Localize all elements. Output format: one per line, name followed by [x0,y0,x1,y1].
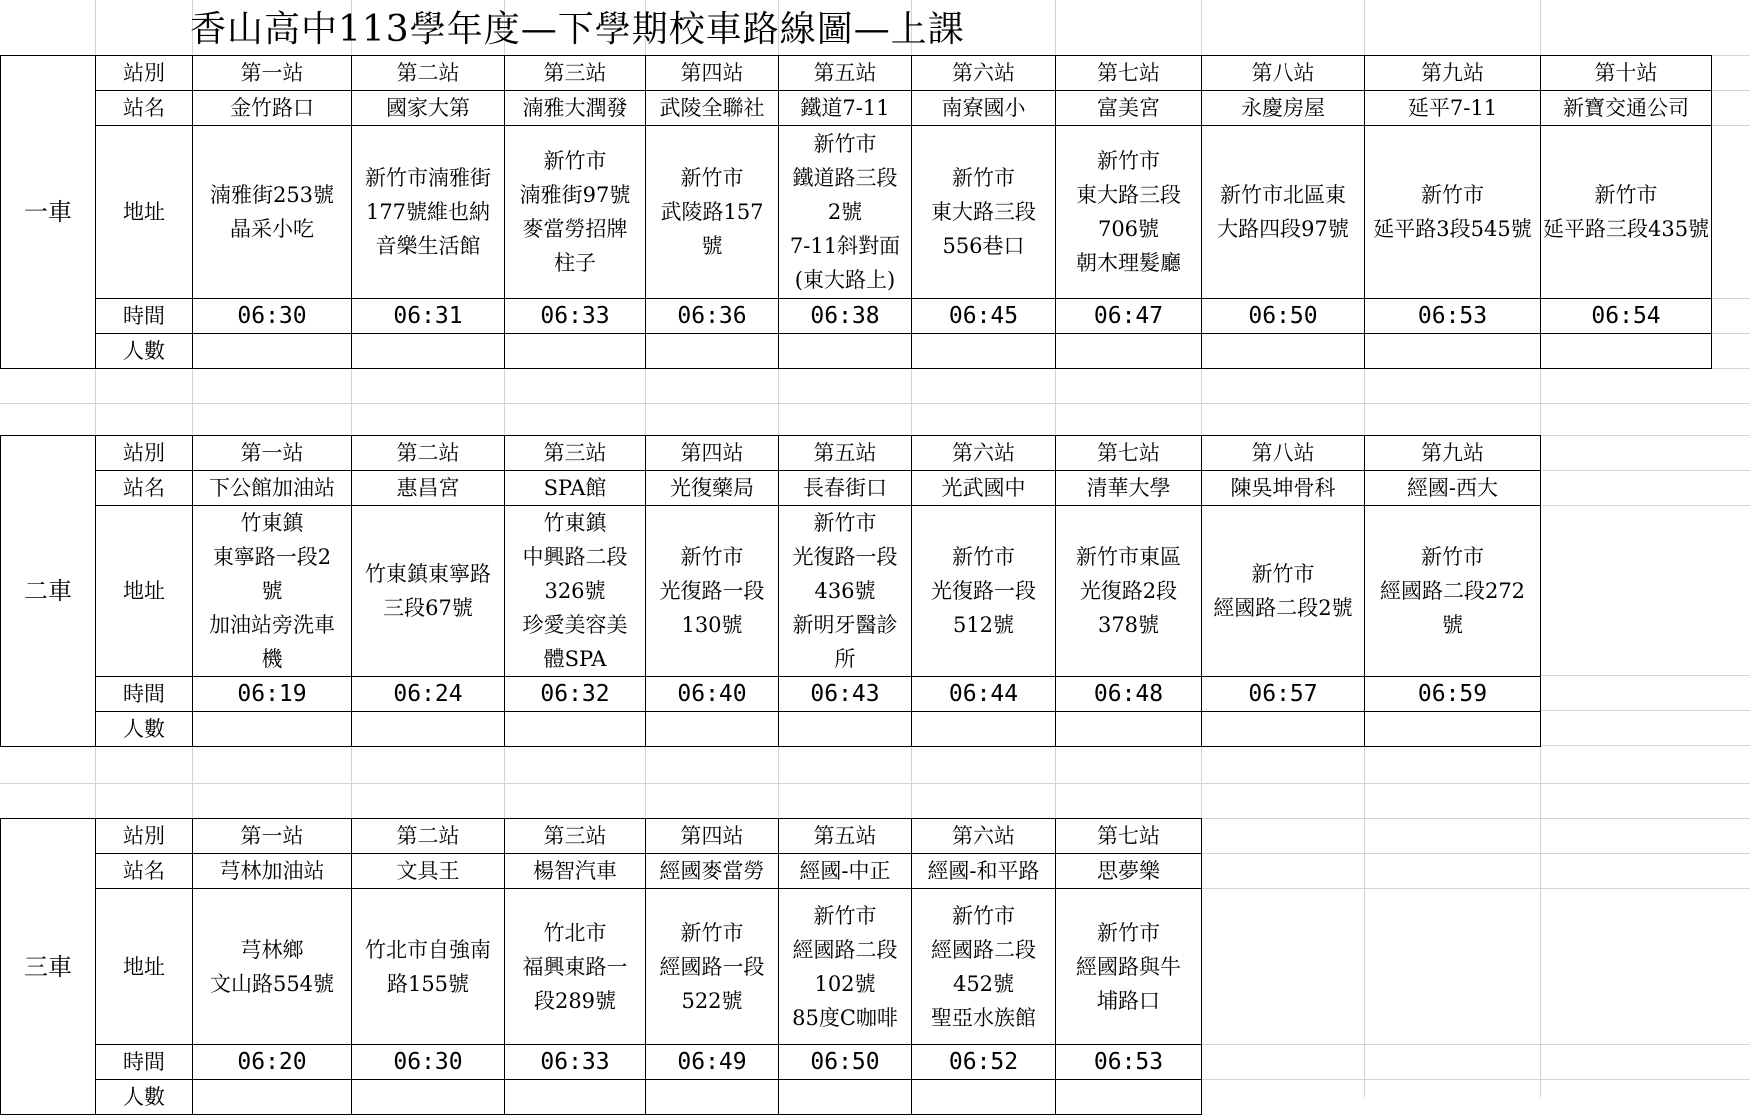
row-label-address: 地址 [96,506,193,677]
passenger-count-cell[interactable] [1365,712,1541,747]
stop-address-line: 機 [261,647,283,671]
stop-address-line: 朝木理髮廳 [1076,251,1181,275]
page-title: 香山高中113學年度—下學期校車路線圖—上課 [190,9,965,50]
passenger-count-cell[interactable] [1056,712,1202,747]
stop-time: 06:47 [1056,299,1202,334]
stop-name: 惠昌宮 [352,471,505,506]
passenger-count-cell[interactable] [505,712,646,747]
stop-address-line: 7-11斜對面 [789,234,901,258]
stop-address-line: 522號 [681,988,743,1013]
stop-address-line: 文山路554號 [209,971,335,996]
stop-name: 經國麥當勞 [646,854,779,889]
stop-address-line: 新竹市 [543,149,607,173]
stop-address-line: 柱子 [554,251,596,275]
stop-name: 長春街口 [779,471,912,506]
stop-time: 06:38 [779,299,912,334]
stop-address-line: 路155號 [386,971,470,996]
row-address [1,126,1712,299]
stop-time: 06:45 [912,299,1056,334]
stop-name: 新寶交通公司 [1541,91,1712,126]
row-label-time: 時間 [96,677,193,712]
passenger-count-cell[interactable] [1365,334,1541,369]
stop-name: 金竹路口 [193,91,352,126]
passenger-count-cell[interactable] [352,1080,505,1115]
stop-address [352,506,505,677]
stop-address-line: 102號 [814,971,876,996]
stop-name: 經國-西大 [1365,471,1541,506]
stop-address [779,506,912,677]
row-label-time: 時間 [96,299,193,334]
stop-time: 06:40 [646,677,779,712]
stop-address [779,889,912,1045]
stop-time: 06:24 [352,677,505,712]
stop-address-line: 新竹市北區東 [1220,183,1346,207]
stop-address-line: 聖亞水族館 [931,1005,1036,1030]
stop-address-line: 新竹市 [952,903,1015,928]
stop-address-line: 706號 [1097,217,1160,241]
stop-address-line: 經國路二段2號 [1213,596,1353,620]
stop-address-line: 光復路2段 [1079,579,1178,603]
stop-address-line: 2號 [827,200,863,224]
stop-name: 富美宮 [1056,91,1202,126]
stop-address-line: 埔路口 [1097,988,1160,1013]
stop-time: 06:20 [193,1045,352,1080]
stop-address-line: 新竹市 [813,903,877,928]
stop-address-line: 經國路一段 [659,954,765,979]
stop-label: 第四站 [646,436,779,471]
stop-name: 國家大第 [352,91,505,126]
stop-address [646,126,779,299]
stop-name: 下公館加油站 [193,471,352,506]
stop-address-line: 新竹市 [952,545,1015,569]
stop-address [505,126,646,299]
route-table-car-2 [0,435,1541,747]
passenger-count-cell[interactable] [352,712,505,747]
row-name [1,854,1202,889]
stop-address-line: 芎林鄉 [240,937,304,962]
stop-address-line: 新竹市 [813,132,877,156]
stop-address-line: 378號 [1097,613,1160,637]
stop-address-line: 新竹市 [680,166,744,190]
stop-address-line: (東大路上) [794,268,896,292]
stop-label: 第七站 [1056,819,1202,854]
stop-address [1365,506,1541,677]
stop-label: 第九站 [1365,436,1541,471]
stop-address-line: 326號 [544,579,606,603]
stop-address-line: 新竹市 [680,545,744,569]
stop-address-line: 大路四段97號 [1217,217,1349,241]
stop-time: 06:57 [1202,677,1365,712]
stop-time: 06:48 [1056,677,1202,712]
stop-address-line: 新竹市 [1251,562,1315,586]
stop-label: 第四站 [646,819,779,854]
stop-address-line: 珍愛美容美 [522,613,628,637]
stop-name: 南寮國小 [912,91,1056,126]
stop-address-line: 經國路與牛 [1076,954,1181,979]
passenger-count-cell[interactable] [912,712,1056,747]
stop-address-line: 竹東鎮東寧路 [365,562,491,586]
passenger-count-cell[interactable] [352,334,505,369]
row-label-count: 人數 [96,334,193,369]
stop-address-line: 新竹市 [813,511,877,535]
stop-address-line: 新竹市 [1421,545,1484,569]
stop-address-line: 竹北市 [543,920,607,945]
row-address [1,506,1541,677]
stop-address [193,889,352,1045]
stop-name: 永慶房屋 [1202,91,1365,126]
passenger-count-cell[interactable] [1056,1080,1202,1115]
passenger-count-cell[interactable] [646,712,779,747]
stop-address-line: 177號維也納 [365,200,491,224]
stop-address [193,126,352,299]
stop-time: 06:33 [505,299,646,334]
stop-address [1056,126,1202,299]
stop-name: 芎林加油站 [193,854,352,889]
stop-address-line: 436號 [814,579,876,603]
stop-name: 湳雅大潤發 [505,91,646,126]
stop-time: 06:53 [1056,1045,1202,1080]
stop-address-line: 東大路三段 [931,200,1036,224]
passenger-count-cell[interactable] [779,712,912,747]
stop-label: 第十站 [1541,56,1712,91]
passenger-count-cell[interactable] [1202,712,1365,747]
stop-address-line: 新竹市 [1097,920,1160,945]
stop-address [193,506,352,677]
stop-address-line: 新竹市湳雅街 [365,166,491,190]
stop-label: 第六站 [912,56,1056,91]
stop-time: 06:30 [352,1045,505,1080]
stop-address [352,126,505,299]
stop-address-line: 東大路三段 [1076,183,1181,207]
passenger-count-cell[interactable] [193,712,352,747]
stop-label: 第九站 [1365,56,1541,91]
passenger-count-cell[interactable] [646,334,779,369]
car-label: 二車 [1,436,96,747]
row-label-count: 人數 [96,1080,193,1115]
stop-label: 第一站 [193,819,352,854]
passenger-count-cell[interactable] [779,1080,912,1115]
stop-address-line: 福興東路一 [522,954,628,979]
stop-address-line: 號 [1442,613,1463,637]
stop-name: 鐵道7-11 [779,91,912,126]
row-label-stop: 站別 [96,819,193,854]
stop-address [912,506,1056,677]
passenger-count-cell[interactable] [912,1080,1056,1115]
stop-label: 第二站 [352,56,505,91]
stop-time: 06:19 [193,677,352,712]
stop-address-line: 新竹市 [1097,149,1160,173]
stop-label: 第七站 [1056,56,1202,91]
stop-address [912,889,1056,1045]
stop-name: 經國-和平路 [912,854,1056,889]
stop-address [646,506,779,677]
route-table-car-1 [0,55,1712,369]
stop-label: 第六站 [912,819,1056,854]
row-count [1,334,1712,369]
stop-address [912,126,1056,299]
stop-address-line: 新竹市 [680,920,744,945]
stop-name: 文具王 [352,854,505,889]
row-count [1,712,1541,747]
stop-name: 光復藥局 [646,471,779,506]
row-time [1,1045,1202,1080]
stop-label: 第八站 [1202,436,1365,471]
row-label-name: 站名 [96,91,193,126]
stop-address-line: 晶采小吃 [230,217,314,241]
row-label-stop: 站別 [96,436,193,471]
row-address [1,889,1202,1045]
stop-address [1365,126,1541,299]
stop-address-line: 所 [834,647,856,671]
row-stop [1,819,1202,854]
stop-label: 第四站 [646,56,779,91]
stop-name: 延平7-11 [1365,91,1541,126]
stop-label: 第八站 [1202,56,1365,91]
stop-time: 06:36 [646,299,779,334]
row-label-name: 站名 [96,854,193,889]
stop-time: 06:59 [1365,677,1541,712]
stop-address-line: 麥當勞招牌 [522,217,628,241]
stop-address-line: 130號 [681,613,743,637]
passenger-count-cell[interactable] [193,334,352,369]
stop-label: 第五站 [779,56,912,91]
stop-time: 06:50 [1202,299,1365,334]
stop-label: 第一站 [193,56,352,91]
stop-address [505,889,646,1045]
passenger-count-cell[interactable] [1056,334,1202,369]
stop-address-line: 512號 [952,613,1015,637]
row-name [1,471,1541,506]
row-name [1,91,1712,126]
stop-address-line: 新竹市東區 [1076,545,1181,569]
stop-name: 清華大學 [1056,471,1202,506]
row-label-stop: 站別 [96,56,193,91]
row-stop [1,436,1541,471]
passenger-count-cell[interactable] [1541,334,1712,369]
stop-time: 06:50 [779,1045,912,1080]
stop-label: 第二站 [352,819,505,854]
stop-address-line: 段289號 [533,988,617,1013]
stop-address-line: 經國路二段 [792,937,898,962]
stop-name: 經國-中正 [779,854,912,889]
stop-name: SPA館 [505,471,646,506]
stop-label: 第五站 [779,819,912,854]
stop-name: 陳吳坤骨科 [1202,471,1365,506]
stop-address-line: 452號 [952,971,1015,996]
stop-time: 06:44 [912,677,1056,712]
stop-name: 楊智汽車 [505,854,646,889]
stop-address-line: 加油站旁洗車 [209,613,335,637]
row-time [1,299,1712,334]
stop-address-line: 光復路一段 [792,545,898,569]
stop-address-line: 新明牙醫診 [792,613,898,637]
stop-address-line: 556巷口 [942,234,1025,258]
car-label: 一車 [1,56,96,369]
stop-label: 第一站 [193,436,352,471]
stop-label: 第六站 [912,436,1056,471]
stop-time: 06:31 [352,299,505,334]
stop-address [1202,506,1365,677]
row-time [1,677,1541,712]
stop-time: 06:43 [779,677,912,712]
stop-time: 06:54 [1541,299,1712,334]
stop-address-line: 湳雅街97號 [519,183,631,207]
row-count [1,1080,1202,1115]
passenger-count-cell[interactable] [505,334,646,369]
stop-label: 第七站 [1056,436,1202,471]
stop-name: 光武國中 [912,471,1056,506]
route-table-car-3 [0,818,1202,1115]
stop-address [779,126,912,299]
stop-address [352,889,505,1045]
stop-address [1056,889,1202,1045]
row-stop [1,56,1712,91]
passenger-count-cell[interactable] [912,334,1056,369]
row-label-address: 地址 [96,126,193,299]
stop-address-line: 鐵道路三段 [792,166,898,190]
passenger-count-cell[interactable] [646,1080,779,1115]
stop-name: 思夢樂 [1056,854,1202,889]
stop-address [1541,126,1712,299]
stop-address-line: 竹東鎮 [240,511,304,535]
stop-address-line: 新竹市 [952,166,1015,190]
row-label-name: 站名 [96,471,193,506]
row-label-count: 人數 [96,712,193,747]
stop-address-line: 號 [261,579,283,603]
row-label-time: 時間 [96,1045,193,1080]
stop-address-line: 延平路3段545號 [1373,217,1532,241]
stop-label: 第三站 [505,56,646,91]
stop-label: 第五站 [779,436,912,471]
stop-address [1056,506,1202,677]
stop-address-line: 經國路二段272 [1379,579,1526,603]
stop-name: 武陵全聯社 [646,91,779,126]
stop-address-line: 體SPA [543,647,607,671]
stop-time: 06:53 [1365,299,1541,334]
stop-address-line: 經國路二段 [931,937,1036,962]
stop-address-line: 光復路一段 [931,579,1036,603]
stop-address [1202,126,1365,299]
passenger-count-cell[interactable] [193,1080,352,1115]
stop-address-line: 音樂生活館 [375,234,481,258]
stop-address [505,506,646,677]
stop-address-line: 竹北市自強南 [365,937,491,962]
stop-address-line: 延平路三段435號 [1543,217,1710,241]
stop-address-line: 新竹市 [1594,183,1658,207]
stop-address-line: 85度C咖啡 [792,1005,898,1030]
stop-address-line: 號 [701,234,723,258]
stop-label: 第二站 [352,436,505,471]
row-label-address: 地址 [96,889,193,1045]
passenger-count-cell[interactable] [779,334,912,369]
passenger-count-cell[interactable] [1202,334,1365,369]
stop-address-line: 武陵路157 [660,200,764,224]
stop-time: 06:49 [646,1045,779,1080]
stop-address-line: 中興路二段 [522,545,628,569]
stop-label: 第三站 [505,819,646,854]
stop-address-line: 竹東鎮 [543,511,607,535]
stop-time: 06:52 [912,1045,1056,1080]
stop-address [646,889,779,1045]
stop-time: 06:33 [505,1045,646,1080]
stop-address-line: 光復路一段 [659,579,765,603]
stop-time: 06:32 [505,677,646,712]
stop-address-line: 三段67號 [383,596,473,620]
passenger-count-cell[interactable] [505,1080,646,1115]
stop-address-line: 新竹市 [1421,183,1484,207]
stop-label: 第三站 [505,436,646,471]
stop-time: 06:30 [193,299,352,334]
stop-address-line: 湳雅街253號 [209,183,335,207]
stop-address-line: 東寧路一段2 [212,545,332,569]
car-label: 三車 [1,819,96,1115]
